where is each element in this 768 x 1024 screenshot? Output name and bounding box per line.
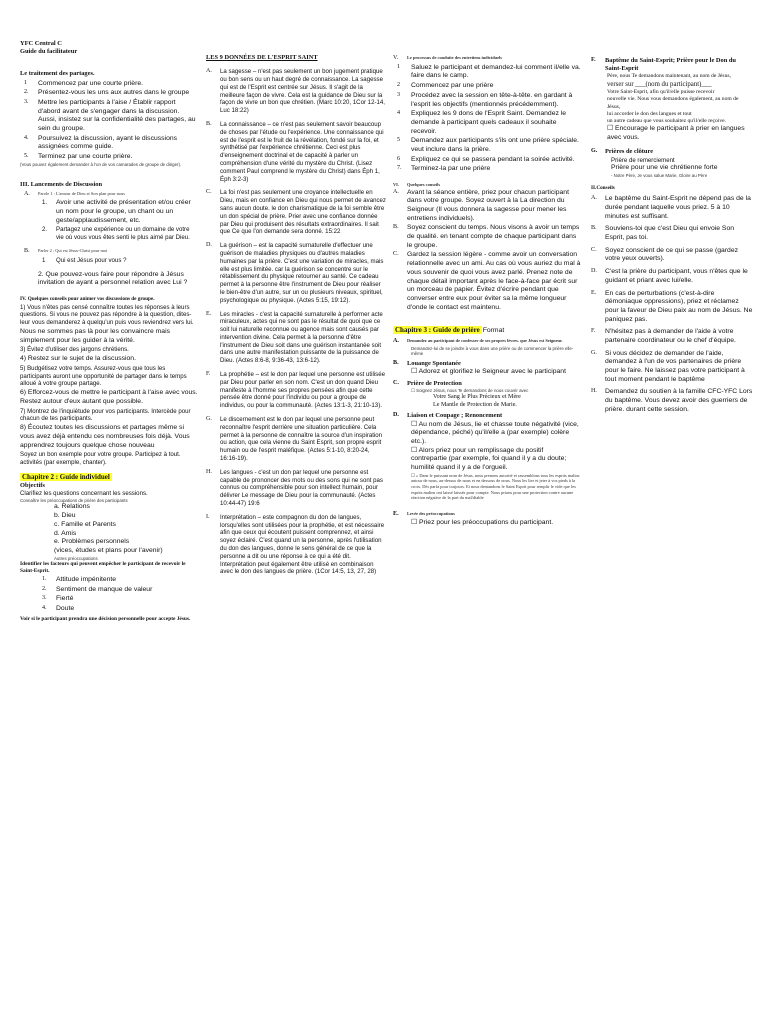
org-title: YFC Central C (20, 40, 62, 47)
tip-paragraph: 5) Budgétisez votre temps. Assurez-vous que tous les participants auront une opportunité de partager dans le temps alloué à votre groupe partage. (20, 364, 187, 388)
factor-item (20, 576, 198, 585)
advice-item (393, 224, 581, 250)
chapter-heading: Chapitre 2 : Guide individuel (22, 472, 110, 481)
objectives-title: Objectifs (20, 481, 45, 489)
list-item-text: Poursuivez la discussion, ayant le discussions assignées comme guide. (38, 134, 178, 151)
prayer-line: un autre cadeau que vous souhaitez qu'il/elle reçoive. (607, 117, 727, 124)
prayer-line: Père, nous Te demandons maintenant, au nom de Jésus, (607, 73, 731, 80)
process-step (393, 64, 581, 81)
list-marker: 1. (42, 576, 47, 583)
list-marker: B. (206, 120, 212, 127)
list-item: Partagez une expérience ou un domaine de votre vie où vous vous êtes senti le plus aimé par Dieu. (56, 226, 190, 242)
factor-text: Sentiment de manque de valeur (56, 585, 153, 593)
advice-item (393, 189, 581, 224)
list-item (20, 99, 198, 134)
tip-text: Le baptême du Saint-Esprit ne dépend pas de la durée pendant laquelle vous priez. 5 à 10 minutes est suffisant. (605, 195, 751, 220)
closing-note: - Notre Père, Je vous salue Marie, Gloire au Père (611, 173, 708, 179)
process-text: Demandez aux participants s'ils ont une prière spéciale. veut inclure dans la prière. (411, 137, 579, 153)
process-text: Commencez par une prière (411, 82, 494, 90)
step-title: Liaison et Coupage ; Renoncement (407, 412, 503, 420)
factor-item (20, 595, 198, 604)
section-title: Baptême du Saint-Esprit; Prière pour le Don du Saint-Esprit (605, 57, 736, 73)
list-marker: 5 (397, 137, 401, 144)
tip-item (591, 350, 753, 385)
list-item-text: Terminez par une courte prière. (38, 153, 133, 161)
tip-item (591, 247, 753, 264)
tips-list (591, 195, 753, 414)
gift-item (206, 68, 387, 115)
process-step (393, 137, 581, 154)
process-step (393, 165, 581, 174)
gift-item (206, 514, 387, 576)
closing-line: Prière pour une vie chrétienne forte (611, 164, 718, 172)
step-item: ☐ Adorez et glorifiez le Seigneur avec le participant (411, 368, 566, 376)
column-1: YFC Central C Guide du facilitateur Le traitement des partages. 1 Commencez par une courte prière. 2. Présentez-vous les uns aux autres dans le groupe 3. Mettre les participants à l'aise / Établir rapport d'abord avant de s'engager dans la discussion. Aussi, insistez sur la confidentialité des partages, au sein du groupe. 4. Poursuivez la discussion, ayant le discussions assignées comme guide. 5. Terminez par une courte prière. (Vous pouvez également demander à l'un de vos camarades de groupe de diriger). III. Lancements de Discussion A. Parole 1 : L'amour de Dieu et Son plan pour nous 1. Avoir une activité de présentation et/ou créer un nom pour le groupe, un chant ou un geste/applaudissement, etc. 2. Partagez une expérience ou un domaine de votre vie où vous vous êtes senti le plus aimé par Dieu. B. Parler 2 : Qui est Jésus-Christ pour moi 1 Qui est Jésus pour vous ? 2. Que pouvez-vous faire pour répondre à Jésus invitation de ayant a personnel relation avec Lui ? IV. Quelques conseils pour animer vos discussions de groupe. 1) Vous n'êtes pas censé connaître toutes les réponses à leurs questions. Si vous ne pouvez pas répondre à la question, dites-leur vous demanderez à quelqu'un puis vous reviendrez vers lui. Nous ne sommes pas là pour les convaincre mais simplement pour les guider à la vérité. 3) Évitez d'utiliser des jargons chrétiens. 4) Restez sur le sujet de la discussion. 5) Budgétisez votre temps. Assurez-vous que tous les participants auront une opportunité de partager dans le temps alloué à votre groupe partage. 6) Efforcez-vous de mettre le participant à l'aise avec vous. Restez autour d'eux autant que possible. 7) Montrez de l'inquiétude pour vos participants. Intercède pour chacun de tes participants. 8) Écoutez toutes les discussions et partages même si vous avez déjà entendu ces nombreuses fois déjà. Vous apprendrez toujours quelque chose nouveau Soyez un bon exemple pour votre groupe. Participez à tout. activités (par exemple, chanter). Chapitre 2 : Guide individuel Objectifs Clarifiez les questions concernant les sessions. Connaître les préoccupations de prière des participants a. Relations b. Dieu c. Famille et Parents d. Amis e. Problèmes personnels (vices, études et plans pour l'avenir) Autres préoccupations Identifier les facteurs qui peuvent empêcher le participant de recevoir le Saint-Esprit. 1. Attitude impénitente 2. Sentiment de manque de valeur 3. Fierté 4. Doute Voir si le participant prendra une décision personnelle pour accepte Jésus. (20, 40, 198, 622)
list-marker: B. (393, 224, 399, 231)
list-marker: G. (206, 416, 212, 423)
list-marker: 2. (24, 89, 29, 96)
concern-item: a. Relations (54, 503, 90, 511)
list-item (20, 153, 198, 162)
gift-item (206, 469, 387, 508)
list-marker: A. (206, 68, 212, 75)
list-item: Avoir une activité de présentation et/ou créer un nom pour le groupe, un chant ou un geste/applaudissement, etc. (56, 199, 191, 224)
tip-paragraph: 7) Montrez de l'inquiétude pour vos participants. Intercède pour chacun de tes participants. (20, 407, 191, 423)
process-step (393, 156, 581, 165)
step-item: ☐ « Dans le puissant nom de Jésus, nous prenons autorité et rassemblons tous les esprits malins autour de nous, au-dessus de nous et en dessous de nous. Nous les lier et jeter à vos pieds à la croix. Dès parfa pour toujours. Et nous demandons le Saint Esprit pour remplir le vide que les esprits malins ont laissé laissés pour compte. Nous prions pour une protection contre aucune réaction négative de la part du mal/diable (411, 472, 580, 501)
prayer-line: Votre Saint-Esprit, afin qu'il/elle puisse recevoir (607, 89, 715, 96)
list-marker: 3. (42, 595, 47, 602)
list-marker: C. (591, 246, 597, 253)
list-marker: H. (591, 388, 597, 395)
factor-item (20, 605, 198, 614)
process-text: Saluez le participant et demandez-lui comment il/elle va. faire dans le camp. (411, 63, 581, 80)
prayer-line: nouvelle vie. Nous vous demandons également, au nom de Jésus, (607, 96, 739, 110)
list-marker: I. (206, 513, 210, 520)
tip-paragraph: Nous ne sommes pas là pour les convaincre mais simplement pour les guider à la vérité. (20, 328, 170, 344)
gift-description: La guérison – est la capacité surnaturelle d'effectuer une guérison de maladies physiques ou d'autres maladies humaines par la prière. C'est une variation de miracles, mais elle est plus limitée. car la guérison se concentre sur le rétablissement du physique retourner au santé. Ce cadeau permet à la personne être l'instrument de Dieu pour réaliser le bien-être d'un autre, sur un ou plusieurs niveaux, spirituel, psychologique ou physique. (Actes 5:15, 19:12). (220, 242, 384, 304)
list-marker: 1 (397, 63, 401, 70)
section-title: Prières de clôture (605, 148, 654, 156)
subheading: Parole 1 : L'amour de Dieu et Son plan pour nous (38, 190, 125, 196)
decision-heading: Voir si le participant prendra une décision personnelle pour accepte Jésus. (20, 615, 191, 622)
list-marker: 7. (397, 165, 402, 172)
tip-text: C'est la prière du participant, vous n'êtes que le guidant et priant avec lui/elle. (605, 268, 748, 284)
tip-item (591, 388, 753, 414)
concern-item: e. Problèmes personnels (54, 538, 130, 546)
list-marker: A. (393, 188, 399, 195)
concern-item: c. Famille et Parents (54, 520, 116, 528)
advice-text: Avant la séance entière, priez pour chacun participant dans votre groupe. Soyez ouvert à la La direction du Seigneur (Il vous donnera la sagesse pour mener les entretiens individuels). (407, 188, 569, 222)
step-title: Levée des préoccupations (407, 510, 455, 516)
gift-description: Le discernement est le don par lequel une personne peut reconnaître l'esprit derrière une situation particulière. Cela permet à la personne de connaître la source d'un inspiration ou action, que cela vienne du Saint Esprit, son propre esprit humain ou de l'esprit maléfique. (Actes 5:1-10, 8:20-24, 16:16-19). (220, 416, 383, 463)
gifts-title: LES 9 DONNÉES DE L'ESPRIT SAINT (206, 54, 318, 61)
concerns-list (20, 503, 198, 561)
process-text: Procédez avec la session en tête-à-tête. en gardant à l'esprit les objectifs (mentionnés précédemment). (411, 91, 573, 108)
list-marker: F. (206, 371, 211, 378)
subheading: Parler 2 : Qui est Jésus-Christ pour moi (38, 248, 108, 254)
list-marker: 3 (397, 91, 401, 98)
objective: Clarifiez les questions concernant les sessions. (20, 490, 148, 498)
list-marker: 6 (397, 155, 401, 162)
advice-list (393, 189, 581, 313)
gift-item (206, 121, 387, 183)
concern-item: (vices, études et plans pour l'avenir) (54, 546, 163, 554)
prayer-line: verser sur ___(nom du participant)___ (607, 80, 712, 88)
step-title: Demandez au participant de confesser de ses propres lèvres. que Jésus est Seigneur. (407, 337, 563, 343)
list-marker: F. (591, 328, 596, 335)
advice-item (393, 251, 581, 312)
factor-text: Attitude impénitente (56, 576, 117, 584)
gift-description: La sagesse – n'est pas seulement un bon jugement pratique ou bon sens ou un haut degré de connaissance. La sagesse qui est de l'Esprit est centrée sur Jésus. Il s'agit de la meilleure façon de vivre. Cela est la guidance de Dieu sur la façon de vivre un bon que chrétien. (Marc 10:20, 1Cor 12-14, Luc 18:22) (220, 68, 385, 115)
gift-item (206, 242, 387, 304)
list-marker: D. (591, 268, 597, 275)
tips-list (20, 304, 198, 467)
step-item: ☐ Alors priez pour un remplissage du positif contrepartie (par exemple, foi quand il y a du doute; humilité quand il y a de l'orgueil. (411, 446, 567, 471)
list-marker: 2. (42, 585, 47, 592)
process-text: Expliquez les 9 dons de l'Esprit Saint. Demandez le demande à participant quels cadeaux il souhaite recevoir. (411, 110, 567, 135)
list-marker: E. (591, 289, 597, 296)
process-step (393, 110, 581, 136)
list-marker: 2 (397, 82, 401, 89)
list-item (20, 89, 198, 98)
tip-item (591, 328, 753, 345)
advice-text: Soyez conscient du temps. Nous visons à avoir un temps de qualité. en tenant compte de chaque participant dans le groupe. (407, 224, 580, 249)
list-item-text: Mettre les participants à l'aise / Établir rapport d'abord avant de s'engager dans la discussion. Aussi, insistez sur la confidentialité des partages, au sein du groupe. (38, 98, 196, 132)
list-marker: 1 (24, 79, 28, 86)
chapter-heading: Chapitre 3 : Guide de prière (395, 326, 480, 335)
concern-item: d. Amis (54, 529, 77, 537)
factors-list (20, 576, 198, 614)
closing-line: Prière de remerciement (611, 156, 675, 164)
step-item: ☐ Encourage le participant à prier en langues avec vous. (607, 125, 745, 141)
prayer-line: lui accorder le don des langues et tout (607, 110, 692, 117)
column-3: V. Le processus de conduite des entretiens individuels 1 Saluez le participant et demandez-lui comment il/elle va. faire dans le camp. 2 Commencez par une prière 3 Procédez avec la session en tête-à-tête. en gardant à l'esprit les objectifs (mentionnés précédemment). 4 Expliquez les 9 dons de l'Esprit Saint. Demandez le demande à participant quels cadeaux il souhaite recevoir. 5 Demandez aux participants s'ils ont une prière spéciale. veut inclure dans la prière. 6 Expliquez ce qui se passera pendant la soirée activité. 7. Terminez-la par une prière VI. Quelques conseils A. Avant la séance entière, priez pour chacun participant dans votre groupe. Soyez ouvert à la La direction du Seigneur (Il vous donnera la sagesse pour mener les entretiens individuels). B. Soyez conscient du temps. Nous visons à avoir un temps de qualité. en tenant compte de chaque participant dans le groupe. C. Gardez la session légère - comme avoir un conversation relationnelle avec un ami. Au cas où vous auriez du mal à vous souvenir de quoi vous avez parlé. Prenez note de chaque détail important après le face-à-face par écrit sur un morceau de papier. Évitez d'écrire pendant que converser entre eux pour éviter sa la même longueur d'onde le contact est maintenu. Chapitre 3 : Guide de prière Format A. Demandez au participant de confesser de ses propres lèvres. que Jésus est Seigneur. Demandez-lui de se joindre à vous dans une prière ou de commencer la prière elle-même B. Louange Spontanée ☐ Adorez et glorifiez le Seigneur avec le participant C. Prière de Protection ☐ Soignez Jésus, nous Te demandons de nous couvrir avec Votre Sang le Plus Précieux et Mère Le Mantle de Protection de Marie. D. Liaison et Coupage ; Renoncement ☐ Au nom de Jésus, lie et chasse toute négativité (vice, dépendance, péché) qu'il/elle a (par exemple) colère etc.). ☐ Alors priez pour un remplissage du positif contrepartie (par exemple, foi quand il y a du doute; humilité quand il y a de l'orgueil. ☐ « Dans le puissant nom de Jésus, nous prenons autorité et rassemblons tous les esprits malins autour de nous, au-dessus de nous et en dessous de nous. Nous les lier et jeter à vos pieds à la croix. Dès parfa pour toujours. Et nous demandons le Saint Esprit pour remplir le vide que les esprits malins ont laissé laissés pour compte. Nous prions pour une protection contre aucune réaction négative de la part du mal/diable E. Levée des préoccupations ☐ Priez pour les préoccupations du participant. (393, 55, 581, 526)
list-item: 2. Que pouvez-vous faire pour répondre à Jésus invitation de ayant a personnel relation avec Lui ? (38, 270, 188, 287)
column-4: F. Baptême du Saint-Esprit; Prière pour le Don du Saint-Esprit Père, nous Te demandons maintenant, au nom de Jésus, verser sur ___(nom du participant)___ Votre Saint-Esprit, afin qu'il/elle puisse recevoir nouvelle vie. Nous vous demandons également, au nom de Jésus, lui accorder le don des langues et tout un autre cadeau que vous souhaitez qu'il/elle reçoive. ☐ Encourage le participant à prier en langues avec vous. G. Prières de clôture Prière de remerciement Prière pour une vie chrétienne forte - Notre Père, Je vous salue Marie, Gloire au Père II.Conseils A. Le baptême du Saint-Esprit ne dépend pas de la durée pendant laquelle vous priez. 5 à 10 minutes est suffisant. B. Souviens-toi que c'est Dieu qui envoie Son Esprit, pas toi. C. Soyez conscient de ce qui se passe (gardez votre yeux ouverts). D. C'est la prière du participant, vous n'êtes que le guidant et priant avec lui/elle. E. En cas de perturbations (c'est-à-dire démoniaque oppressions), priez et réclamez pour la faveur de Dieu paix au nom de Jésus. Ne paniquez pas. F. N'hésitez pas à demander de l'aide à votre partenaire coordinateur ou le chef d'équipe. G. Si vous décidez de demander de l'aide, demandez à l'un de vos partenaires de prière pour le faire. Ne laissez pas votre participant à tout moment pendant le baptême H. Demandez du soutien à la famille CFC-YFC Lors du baptême. Vous devez avoir des guerriers de prière. durant cette session. (591, 57, 753, 413)
tip-item (591, 290, 753, 325)
list-marker: 4 (397, 110, 401, 117)
list-item-text: Commencez par une courte prière. (38, 79, 144, 87)
gift-item (206, 189, 387, 236)
list-marker: 4. (24, 134, 29, 141)
process-list (393, 64, 581, 174)
step-item: ☐ Soignez Jésus, nous Te demandons de nous couvrir avec (411, 388, 529, 394)
guide-title: Guide du facilitateur (20, 48, 78, 56)
list-item (20, 80, 198, 89)
format-label: Format (482, 327, 505, 335)
step-item: ☐ Priez pour les préoccupations du participant. (411, 518, 554, 526)
column-2 (206, 54, 387, 576)
list-item (20, 135, 198, 152)
list-marker: 3. (24, 98, 29, 105)
gift-description: La connaissance – ce n'est pas seulement savoir beaucoup de choses par l'étude ou l'expérience. Une connaissance qui est de l'esprit est le fruit de la révélation, fondé sur la foi, et synthétisé par l'expérience chrétienne. Ceci est plus d'enseignement doctrinal et de capacité à parler un compréhension d'une vérité du mystère du Christ. (Lisez comment Paul comprend le mystère du Christ) dans Éph 1, Éph 3:2-3) (220, 120, 384, 183)
concern-item: Autres préoccupations (54, 555, 98, 561)
gift-description: Interprétation – este compagnon du don de langues, lorsqu'elles sont utilisées pour la prophétie, et est nécessaire afin que ceux qui écoutent puissent comprennez, et ainsi soyez éclairé. C'est quand un la personne, après l'utilisation du don des langues, donne le sens général de ce que la personne a dit ou une réponse à ce qui a été dit. Interprétation peut également être utilisé en combinaison avec le don des langues de prière. (1Cor 14:5, 13, 27, 28) (220, 513, 385, 576)
gift-item (206, 311, 387, 366)
protection-line: Le Mantle de Protection de Marie. (433, 401, 517, 408)
advice-text: Gardez la session légère - comme avoir un conversation relationnelle avec un ami. Au cas où vous auriez du mal à vous souvenir de quoi vous avez parlé. Prenez note de chaque détail important après le face-à-face par écrit sur un morceau de papier. Évitez d'écrire pendant que converser entre eux pour éviter sa la même longueur d'onde le contact est maintenu. (407, 251, 581, 311)
list-marker: E. (206, 310, 212, 317)
gift-description: La foi n'est pas seulement une croyance intellectuelle en Dieu, mais en confiance en Dieu qui nous permet de avancez sans aucun doute. le don charismatique de la foi semble être un don spécial de prière. Prier avec une confiance donnée par Dieu qui produisent des résultats extraordinaires. Il sait que Ce que l'on demande sera donné. 15:22 (220, 189, 386, 236)
tip-text: Demandez du soutien à la famille CFC-YFC Lors du baptême. Vous devez avoir des guerriers de prière. durant cette session. (605, 388, 753, 413)
step-item: Demandez-lui de se joindre à vous dans une prière ou de commencer la prière elle-même (411, 345, 574, 357)
tip-paragraph: Soyez un bon exemple pour votre groupe. Participez à tout. activités (par exemple, chanter). (20, 451, 181, 467)
section-title: IV. Quelques conseils pour animer vos discussions de groupe. (20, 295, 155, 302)
list-item: Qui est Jésus pour vous ? (56, 256, 127, 264)
factor-item (20, 586, 198, 595)
tip-paragraph: 3) Évitez d'utiliser des jargons chrétiens. (20, 346, 129, 354)
concern-item: b. Dieu (54, 512, 76, 520)
gift-item (206, 416, 387, 463)
section-title: Le traitement des partages. (20, 70, 95, 78)
list-marker: H. (206, 468, 212, 475)
tip-paragraph: 4) Restez sur le sujet de la discussion. (20, 355, 136, 363)
gift-description: La prophétie – est le don par lequel une personne est utilisée par Dieu pour parler en son nom. C'est un don quand Dieu manifeste à l'homme ses propres pensées afin que cette pensée être donné pour l'individu ou pour a groupe de individus, ou pour la communauté. (Actes 13:1-3, 21:10-13). (220, 371, 385, 410)
list-marker: C. (393, 251, 399, 258)
step-item: ☐ Au nom de Jésus, lie et chasse toute négativité (vice, dépendance, péché) qu'il/elle a (par exemple) colère etc.). (411, 420, 579, 445)
process-text: Terminez-la par une prière (411, 165, 491, 173)
protection-line: Votre Sang le Plus Précieux et Mère (433, 393, 521, 400)
process-step (393, 82, 581, 91)
list-marker: 5. (24, 153, 29, 160)
step-title: Louange Spontanée (407, 360, 461, 368)
gift-description: Les langues - c'est un don par lequel une personne est capable de prononcer des mots ou des sons qui ne sont pas connus ou compréhensible pour son intellect humain, pour délivrer Le message de Dieu pour la communauté. (Actes 10:44-47) 19:6 (220, 468, 383, 508)
tip-item (591, 225, 753, 242)
tips-heading: II.Conseils (591, 184, 615, 191)
gift-description: Les miracles - c'est la capacité surnaturelle à performer acte miraculeux, actes qui ne sont pas le résultat de quoi que ce soit lui naturelle reconnue ou agence mais sont causés par intervention divine. Cela permet à la personne d'être l'instrument de Dieu soit dans une guérison instantanée soit dans une autre manifestation puissante de la puissance de Dieu. (Actes 8:6-8, 9:36-43, 13:6-12). (220, 310, 383, 365)
factor-text: Fierté (56, 595, 74, 603)
tip-text: N'hésitez pas à demander de l'aide à votre partenaire coordinateur ou le chef d'équipe. (605, 328, 736, 344)
list-marker: B. (591, 225, 597, 232)
baptism-prayer (591, 73, 753, 125)
factor-text: Doute (56, 605, 75, 613)
section-title: III. Lancements de Discussion (20, 181, 103, 189)
tip-text: Si vous décidez de demander de l'aide, demandez à l'un de vos partenaires de prière pour le faire. Ne laissez pas votre participant à tout moment pendant le baptême (605, 349, 745, 383)
section-title: Le processus de conduite des entretiens individuels (407, 55, 502, 60)
process-text: Expliquez ce qui se passera pendant la soirée activité. (411, 155, 575, 163)
list-marker: 4. (42, 605, 47, 612)
tip-text: En cas de perturbations (c'est-à-dire démoniaque oppressions), priez et réclamez pour la faveur de Dieu paix au nom de Jésus. Ne paniquez pas. (605, 289, 753, 323)
list-marker: A. (591, 195, 597, 202)
tip-paragraph: 1) Vous n'êtes pas censé connaître toutes les réponses à leurs questions. Si vous ne pouvez pas répondre à la question, dites-leur vous demanderez à quelqu'un puis vous reviendrez vers lui. (20, 303, 194, 327)
gifts-list (206, 68, 387, 576)
tip-item (591, 195, 753, 221)
tip-text: Soyez conscient de ce qui se passe (gardez votre yeux ouverts). (605, 246, 738, 263)
list-marker: C. (206, 189, 212, 196)
objective: Connaître les préoccupations de prière des participants (20, 497, 128, 503)
section-title: Quelques conseils (407, 182, 441, 188)
list-marker: D. (206, 242, 212, 249)
process-step (393, 92, 581, 109)
list-item-text: Présentez-vous les uns aux autres dans le groupe (38, 89, 190, 97)
gift-item (206, 371, 387, 410)
tip-paragraph: 8) Écoutez toutes les discussions et partages même si vous avez déjà entendu ces nombreuses fois déjà. Vous apprendrez toujours quelque chose nouveau (20, 424, 190, 449)
note: (Vous pouvez également demander à l'un de vos camarades de groupe de diriger). (20, 161, 182, 167)
tip-text: Souviens-toi que c'est Dieu qui envoie Son Esprit, pas toi. (605, 225, 735, 242)
identify-heading: Identifier les facteurs qui peuvent empêcher le participant de recevoir le Saint-Esprit. (20, 561, 186, 575)
list-marker: G. (591, 349, 597, 356)
tip-item (591, 268, 753, 285)
steps-list (20, 80, 198, 162)
tip-paragraph: 6) Efforcez-vous de mettre le participant à l'aise avec vous. Restez autour d'eux autant que possible. (20, 389, 198, 405)
step-title: Prière de Protection (407, 379, 462, 387)
